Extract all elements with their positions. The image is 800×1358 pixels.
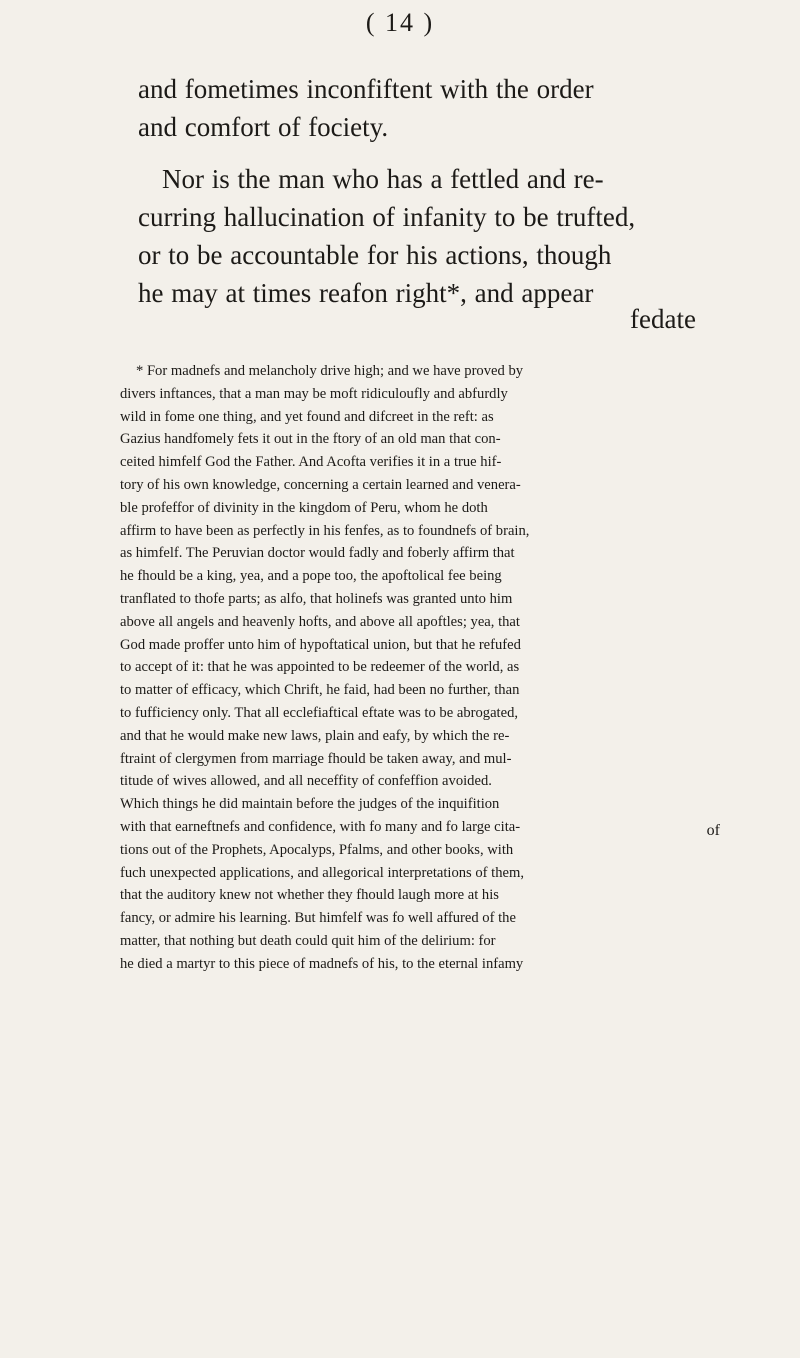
footnote-line: Which things he did maintain before the judges of the inquifition [120,796,500,813]
footnote-line: fancy, or admire his learning. But himfelf was fo well affured of the [120,910,516,927]
footnote-line: with that earneftnefs and confidence, with fo many and fo large cita- [120,818,521,835]
main-text-line: or to be accountable for his actions, though [138,240,612,270]
main-text-line: curring hallucination of infanity to be trufted, [138,202,636,232]
footnote-line: he fhould be a king, yea, and a pope too, the apoftolical fee being [120,568,502,585]
main-text-line: and comfort of fociety. [138,112,389,142]
footnote-line: ceited himfelf God the Father. And Acofta verifies it in a true hif- [120,454,502,471]
footnote-line: wild in fome one thing, and yet found and difcreet in the reft: as [120,408,494,425]
footnote-line: matter, that nothing but death could quit him of the delirium: for [120,932,496,949]
main-text-line: and fometimes inconfiftent with the order [138,74,594,104]
footnote-line: God made proffer unto him of hypoftatical union, but that he refufed [120,636,521,653]
footnote-line: to matter of efficacy, which Chrift, he faid, had been no further, than [120,682,520,699]
footnote-line: to accept of it: that he was appointed to be redeemer of the world, as [120,659,520,676]
footnote-line: ftraint of clergymen from marriage fhould be taken away, and mul- [120,750,512,767]
main-text [138,70,718,312]
main-text-line: Nor is the man who has a fettled and re- [162,164,604,194]
footnote-catchword: of [706,822,720,839]
footnote-line: divers inftances, that a man may be moft ridiculoufly and abfurdly [120,385,508,402]
footnote-line: affirm to have been as perfectly in his fenfes, as to foundnefs of brain, [120,522,530,539]
footnote-line: ble profeffor of divinity in the kingdom of Peru, whom he doth [120,499,488,516]
main-text-line: he may at times reafon right*, and appear [138,278,594,308]
page-number: ( 14 ) [365,8,435,37]
footnote-line: to fufficiency only. That all ecclefiaftical eftate was to be abrogated, [120,704,519,721]
footnote-line: titude of wives allowed, and all neceffity of confeffion avoided. [120,773,492,790]
footnote-line: tory of his own knowledge, concerning a certain learned and venera- [120,476,521,493]
footnote-line: as himfelf. The Peruvian doctor would fadly and foberly affirm that [120,545,515,562]
footnote-line: above all angels and heavenly hofts, and above all apoftles; yea, that [120,613,520,630]
footnote-line: that the auditory knew not whether they fhould laugh more at his [120,887,499,904]
footnote-line: tranflated to thofe parts; as alfo, that holinefs was granted unto him [120,590,513,607]
footnote-line: Gazius handfomely fets it out in the ftory of an old man that con- [120,431,501,448]
catchword: fedate [630,304,696,334]
footnote-line: fuch unexpected applications, and allegorical interpretations of them, [120,864,525,881]
footnote-line: * For madnefs and melancholy drive high; and we have proved by [136,363,524,379]
footnote-line: he died a martyr to this piece of madnefs of his, to the eternal infamy [120,955,524,972]
footnote [120,360,740,976]
footnote-line: and that he would make new laws, plain and eafy, by which the re- [120,727,510,744]
footnote-line: tions out of the Prophets, Apocalyps, Pfalms, and other books, with [120,841,514,858]
